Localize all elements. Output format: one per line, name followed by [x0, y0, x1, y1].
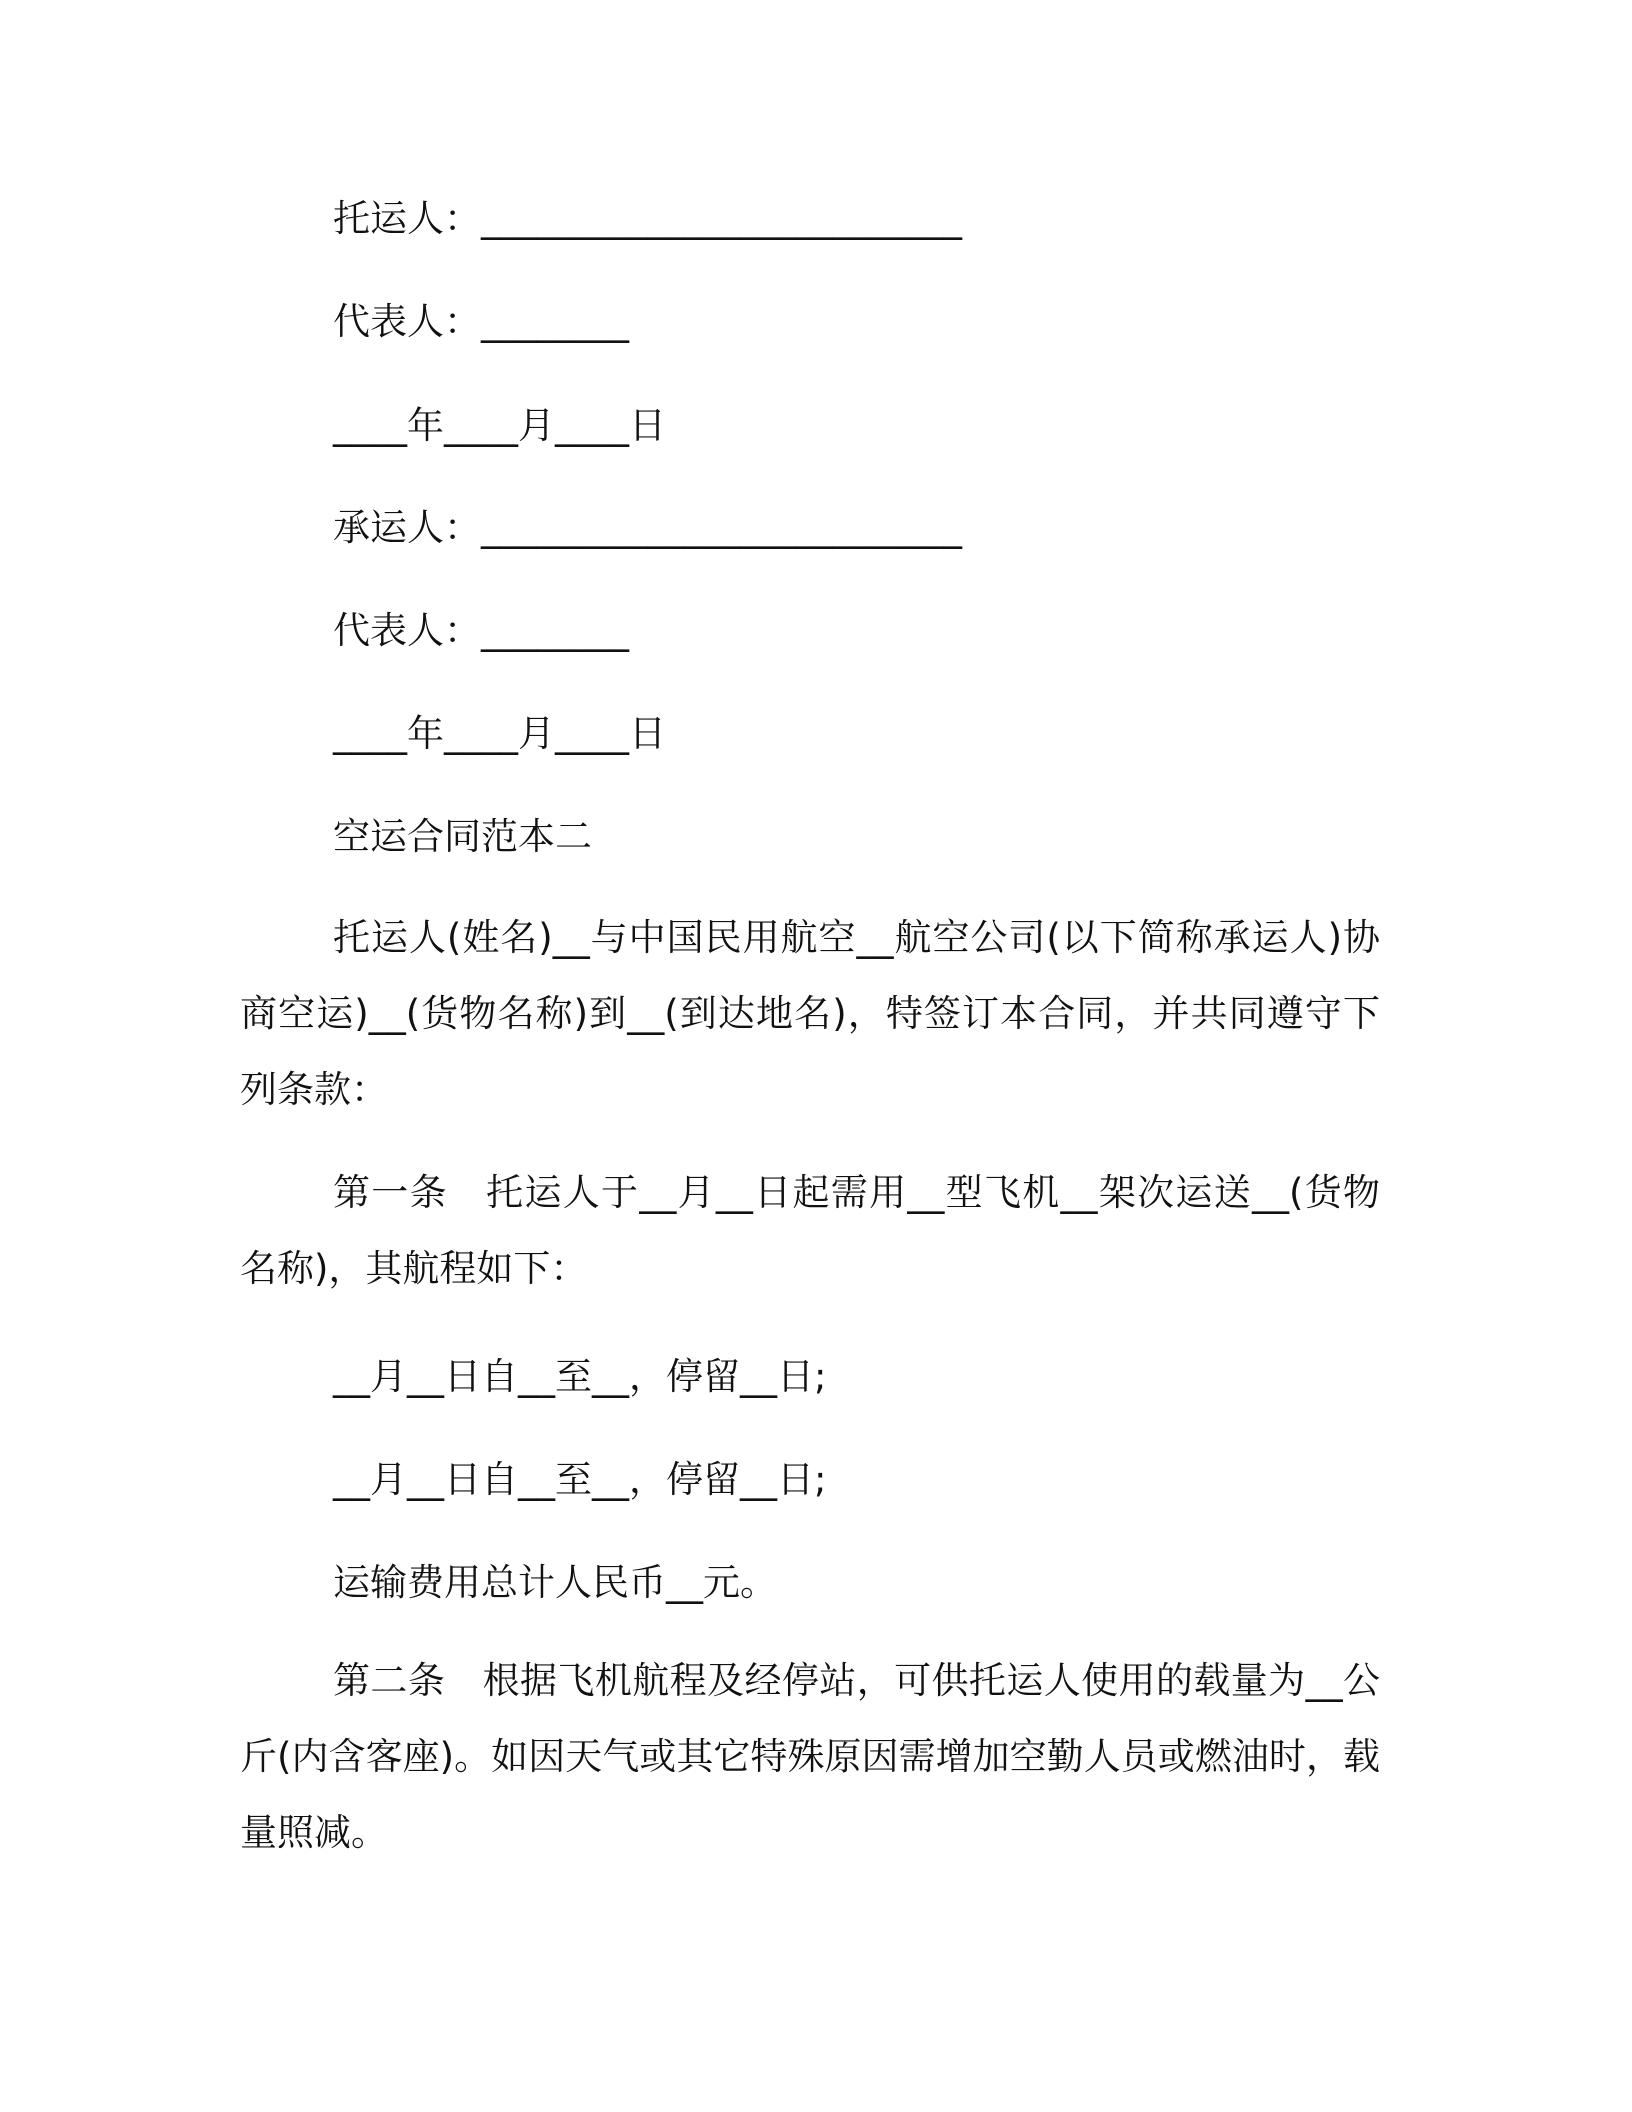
- article-1-paragraph: 第一条 托运人于__月__日起需用__型飞机__架次运送__(货物名称)，其航程如下：: [240, 1171, 1380, 1290]
- shipper-signature-line: 托运人：__________________________: [333, 197, 962, 240]
- shipper-date-line: ____年____月____日: [333, 404, 666, 447]
- intro-paragraph: 托运人(姓名)__与中国民用航空__航空公司(以下简称承运人)协商空运)__(货物名称)到__(到达地名)，特签订本合同，并共同遵守下列条款：: [240, 916, 1380, 1111]
- carrier-signature-line: 承运人：__________________________: [333, 506, 962, 549]
- section-title: 空运合同范本二: [333, 815, 592, 858]
- carrier-date-line: ____年____月____日: [333, 712, 666, 755]
- route-line-1: __月__日自__至__，停留__日;: [333, 1355, 827, 1398]
- total-fee-line: 运输费用总计人民币__元。: [333, 1561, 777, 1604]
- shipper-representative-line: 代表人：________: [333, 300, 629, 343]
- article-2-paragraph: 第二条 根据飞机航程及经停站，可供托运人使用的载量为__公斤(内含客座)。如因天气或其它特殊原因需增加空勤人员或燃油时，载量照减。: [240, 1659, 1380, 1854]
- route-line-2: __月__日自__至__，停留__日;: [333, 1458, 827, 1501]
- carrier-representative-line: 代表人：________: [333, 609, 629, 652]
